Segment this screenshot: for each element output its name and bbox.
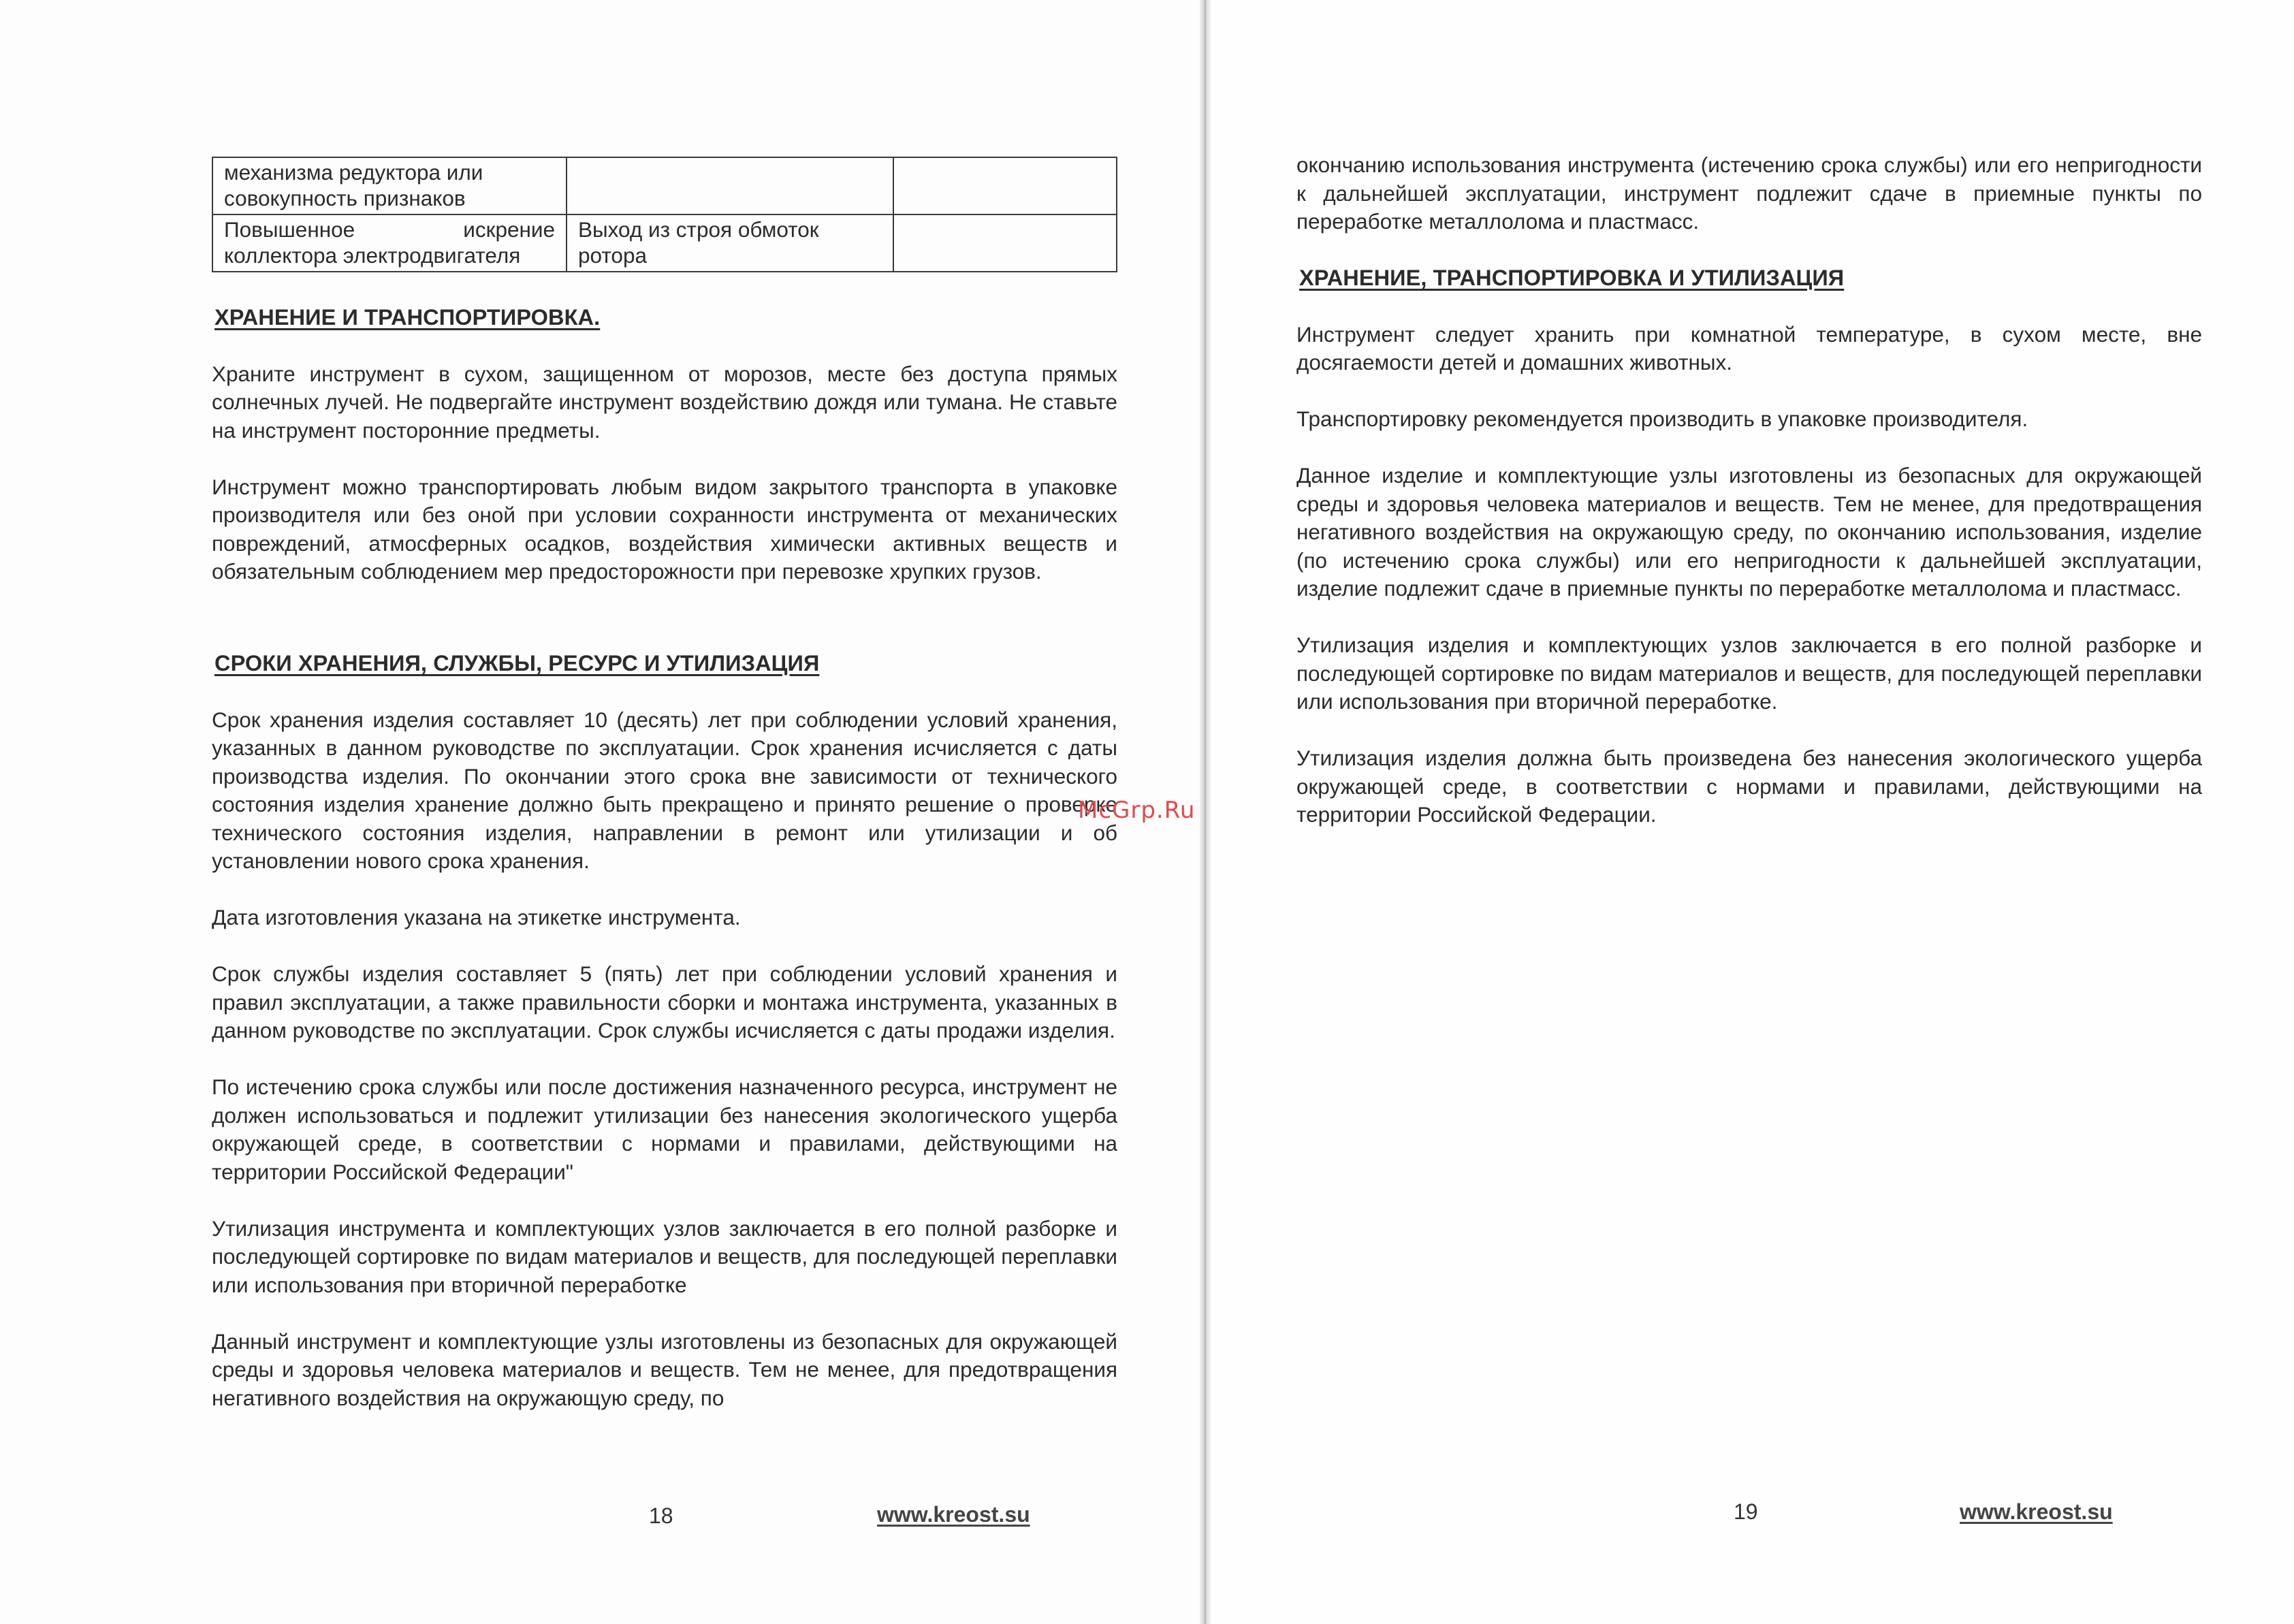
right-page xyxy=(1205,0,2294,1624)
section-heading-storage-transport: ХРАНЕНИЕ И ТРАНСПОРТИРОВКА. xyxy=(214,305,601,330)
table-cell xyxy=(567,157,893,214)
page-number: 18 xyxy=(649,1503,673,1528)
paragraph: Данное изделие и комплектующие узлы изготовлены из безопасных для окружающей среды и здоровья человека материалов и веществ. Тем не менее, для предотвращения негативного воздействия на окружающую среду, по окончанию использования, изделие (по истечению срока службы) или его непригодности к дальнейшей эксплуатации, изделие подлежит сдаче в приемные пункты по переработке металлолома и пластмасс. xyxy=(1296,463,2202,601)
paragraph: Инструмент следует хранить при комнатной температуре, в сухом месте, вне досягаемости детей и домашних животных. xyxy=(1296,321,2202,375)
table-row xyxy=(212,157,1117,214)
paragraph: Храните инструмент в сухом, защищенном от морозов, месте без доступа прямых солнечных лучей. Не подвергайте инструмент воздействию дождя или тумана. Не ставьте на инструмент посторонние предметы. xyxy=(212,361,1117,443)
paragraph: Транспортировку рекомендуется производить в упаковке производителя. xyxy=(1296,407,2028,431)
paragraph: По истечению срока службы или после достижения назначенного ресурса, инструмент не должен использоваться и подлежит утилизации без нанесения экологического ущерба окружающей среде, в соответствии с нормами и правилами, действующими на территории Российской Федерации" xyxy=(212,1074,1117,1184)
table-cell: Повышенное искрение коллектора электродвигателя xyxy=(212,214,567,272)
fault-table xyxy=(212,157,1117,272)
footer-url-link[interactable]: www.kreost.su xyxy=(1960,1499,2113,1524)
paragraph: Срок хранения изделия составляет 10 (десять) лет при соблюдении условий хранения, указанных в данном руководстве по эксплуатации. Срок хранения исчисляется с даты производства изделия. По окончании этого срока вне зависимости от технического состояния изделия хранение должно быть прекращено и принято решение о проверке технического состояния изделия, направлении в ремонт или утилизации и об установлении нового срока хранения. xyxy=(212,707,1117,873)
paragraph: Утилизация изделия должна быть произведена без нанесения экологического ущерба окружающей среде, в соответствии с нормами и правилами, действующими на территории Российской Федерации. xyxy=(1296,746,2202,827)
table-row xyxy=(212,214,1117,272)
book-spine xyxy=(1200,0,1211,1624)
paragraph: Инструмент можно транспортировать любым видом закрытого транспорта в упаковке производителя или без оной при условии сохранности инструмента от механических повреждений, атмосферных осадков, воздействия химически активных веществ и обязательным соблюдением мер предосторожности при перевозке хрупких грузов. xyxy=(212,474,1117,584)
section-heading-storage-transport-disposal: ХРАНЕНИЕ, ТРАНСПОРТИРОВКА И УТИЛИЗАЦИЯ xyxy=(1299,266,1845,290)
table-cell: Выход из строя обмоток ротора xyxy=(567,214,893,272)
paragraph: Утилизация изделия и комплектующих узлов заключается в его полной разборке и последующей сортировке по видам материалов и веществ, для последующей переплавки или использования при вторичной переработке. xyxy=(1296,633,2202,714)
paragraph: Срок службы изделия составляет 5 (пять) лет при соблюдении условий хранения и правил эксплуатации, а также правильности сборки и монтажа инструмента, указанных в данном руководстве по эксплуатации. Срок службы исчисляется с даты продажи изделия. xyxy=(212,961,1117,1042)
footer-url-link[interactable]: www.kreost.su xyxy=(877,1502,1030,1527)
table-cell xyxy=(893,157,1117,214)
paragraph: Данный инструмент и комплектующие узлы изготовлены из безопасных для окружающей среды и здоровья человека материалов и веществ. Тем не менее, для предотвращения негативного воздействия на окружающую среду, по xyxy=(212,1328,1117,1410)
section-heading-terms: СРОКИ ХРАНЕНИЯ, СЛУЖБЫ, РЕСУРС И УТИЛИЗАЦИЯ xyxy=(214,651,820,675)
table-cell xyxy=(893,214,1117,272)
page-number: 19 xyxy=(1734,1499,1758,1524)
watermark: McGrp.Ru xyxy=(1078,797,1196,824)
left-page-content xyxy=(212,157,1117,1441)
paragraph: окончанию использования инструмента (истечению срока службы) или его непригодности к дальнейшей эксплуатации, инструмент подлежит сдаче в приемные пункты по переработке металлолома и пластмасс. xyxy=(1296,153,2202,234)
paragraph: Дата изготовления указана на этикетке инструмента. xyxy=(212,905,741,929)
spacer xyxy=(212,614,1117,650)
right-page-content xyxy=(1296,151,2202,857)
table-cell: механизма редуктора или совокупность признаков xyxy=(212,157,567,214)
paragraph: Утилизация инструмента и комплектующих узлов заключается в его полной разборке и последующей сортировке по видам материалов и веществ, для последующей переплавки или использования при вторичной переработке xyxy=(212,1215,1117,1297)
